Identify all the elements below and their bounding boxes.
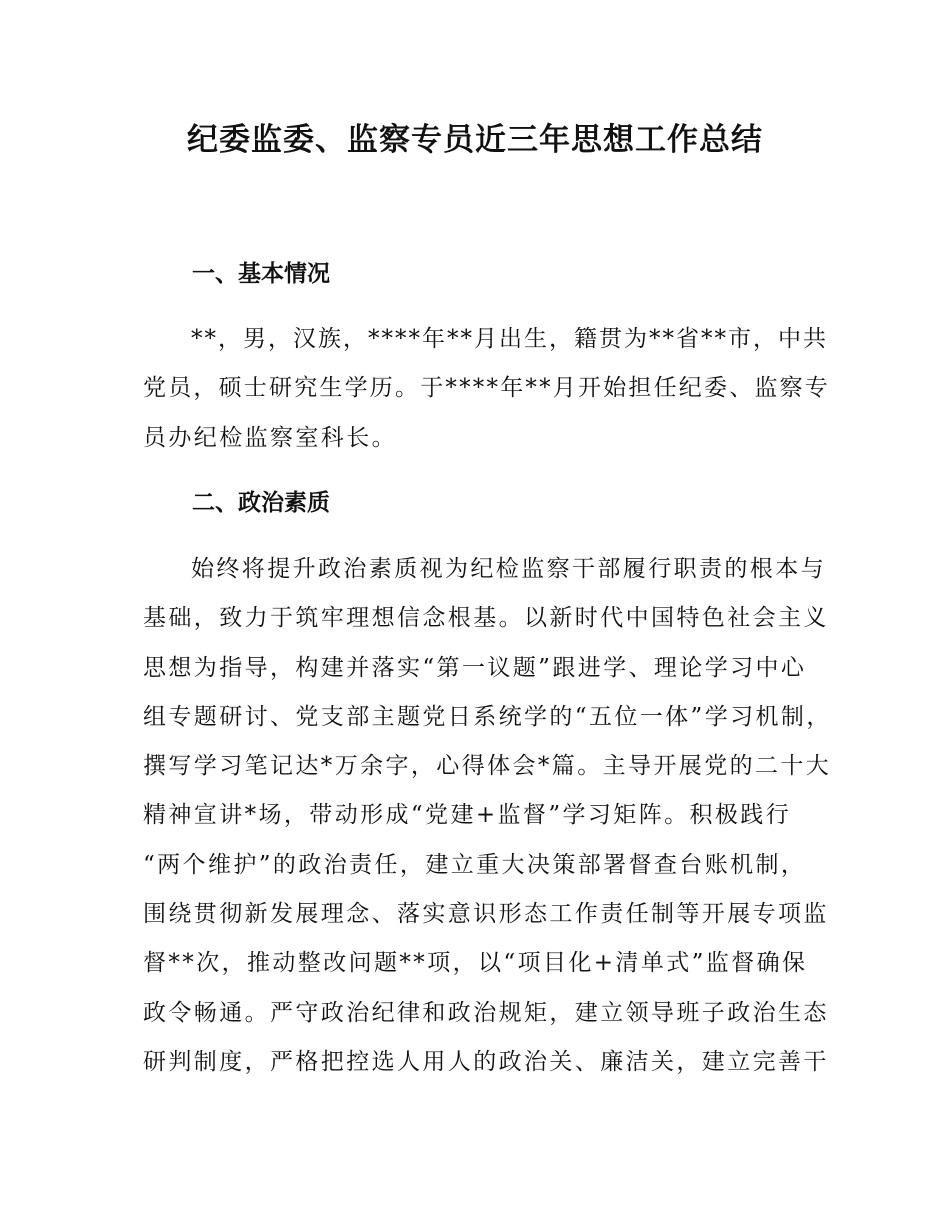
document-title: 纪委监委、监察专员近三年思想工作总结 [187, 122, 763, 158]
paragraph-line: “两个维护”的政治责任，建立重大决策部署督查台账机制， [143, 851, 807, 878]
section-paragraph-basic-info [143, 315, 833, 463]
paragraph-line: 组专题研讨、党支部主题党日系统学的“五位一体”学习机制， [143, 703, 832, 730]
paragraph-line: 基础，致力于筑牢理想信念根基。以新时代中国特色社会主义 [143, 605, 829, 632]
paragraph-line: 党员，硕士研究生学历。于****年**月开始担任纪委、监察专 [143, 375, 830, 402]
paragraph-line: 员办纪检监察室科长。 [143, 424, 397, 451]
paragraph-line: 撰写学习笔记达*万余字，心得体会*篇。主导开展党的二十大 [143, 753, 832, 780]
paragraph-line: 围绕贯彻新发展理念、落实意识形态工作责任制等开展专项监 [143, 901, 829, 928]
paragraph-line: 督**次，推动整改问题**项，以“项目化+清单式”监督确保 [143, 950, 808, 977]
paragraph-line: **，男，汉族，****年**月出生，籍贯为**省**市，中共 [191, 326, 828, 352]
section-heading-basic-info: 一、基本情况 [192, 261, 330, 287]
section-heading-political-quality: 二、政治素质 [192, 490, 330, 516]
paragraph-line: 精神宣讲*场，带动形成“党建+监督”学习矩阵。积极践行 [143, 802, 792, 829]
paragraph-line: 始终将提升政治素质视为纪检监察干部履行职责的根本与 [191, 556, 826, 582]
paragraph-line: 研判制度，严格把控选人用人的政治关、廉洁关，建立完善干 [143, 1048, 829, 1075]
paragraph-line: 思想为指导，构建并落实“第一议题”跟进学、理论学习中心 [143, 654, 807, 681]
section-paragraph-political-quality [143, 545, 833, 1087]
paragraph-line: 政令畅通。严守政治纪律和政治规矩，建立领导班子政治生态 [143, 999, 829, 1026]
